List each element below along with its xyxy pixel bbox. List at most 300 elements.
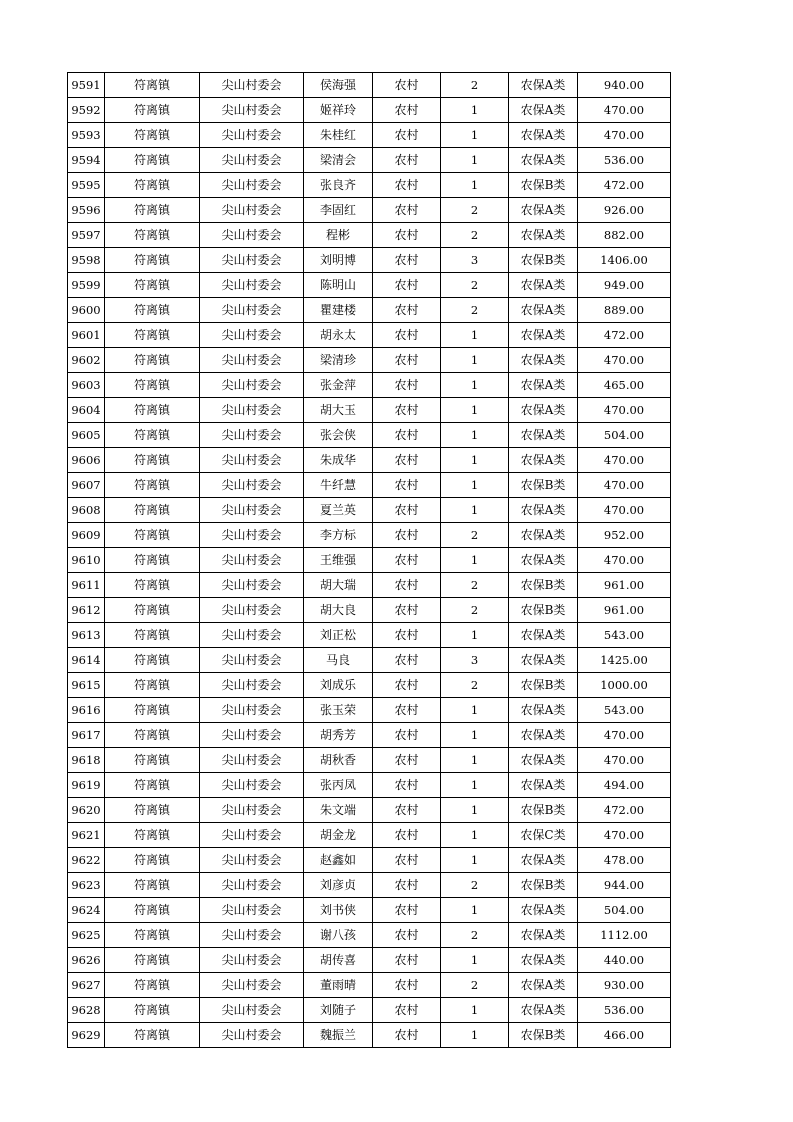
table-row (68, 773, 671, 798)
category-cell: 农保A类 (509, 373, 578, 398)
category-cell: 农保A类 (509, 548, 578, 573)
town-cell: 符离镇 (105, 698, 200, 723)
village-cell: 尖山村委会 (200, 923, 304, 948)
household-count-cell: 1 (441, 723, 509, 748)
town-cell: 符离镇 (105, 423, 200, 448)
name-cell: 夏兰英 (304, 498, 373, 523)
area-type-cell: 农村 (373, 748, 441, 773)
village-cell: 尖山村委会 (200, 298, 304, 323)
village-cell: 尖山村委会 (200, 498, 304, 523)
category-cell: 农保A类 (509, 98, 578, 123)
village-cell: 尖山村委会 (200, 748, 304, 773)
town-cell: 符离镇 (105, 673, 200, 698)
row-id-cell: 9592 (68, 98, 105, 123)
name-cell: 李方标 (304, 523, 373, 548)
village-cell: 尖山村委会 (200, 948, 304, 973)
table-row (68, 398, 671, 423)
area-type-cell: 农村 (373, 648, 441, 673)
village-cell: 尖山村委会 (200, 123, 304, 148)
table-row (68, 948, 671, 973)
name-cell: 王维强 (304, 548, 373, 573)
name-cell: 朱文端 (304, 798, 373, 823)
row-id-cell: 9602 (68, 348, 105, 373)
household-count-cell: 2 (441, 923, 509, 948)
category-cell: 农保B类 (509, 1023, 578, 1048)
name-cell: 梁清珍 (304, 348, 373, 373)
village-cell: 尖山村委会 (200, 348, 304, 373)
town-cell: 符离镇 (105, 773, 200, 798)
table-row (68, 273, 671, 298)
village-cell: 尖山村委会 (200, 148, 304, 173)
town-cell: 符离镇 (105, 1023, 200, 1048)
amount-cell: 472.00 (578, 173, 671, 198)
household-count-cell: 1 (441, 148, 509, 173)
area-type-cell: 农村 (373, 973, 441, 998)
table-row (68, 148, 671, 173)
village-cell: 尖山村委会 (200, 248, 304, 273)
amount-cell: 543.00 (578, 623, 671, 648)
category-cell: 农保B类 (509, 673, 578, 698)
name-cell: 陈明山 (304, 273, 373, 298)
village-cell: 尖山村委会 (200, 798, 304, 823)
area-type-cell: 农村 (373, 423, 441, 448)
village-cell: 尖山村委会 (200, 723, 304, 748)
amount-cell: 504.00 (578, 898, 671, 923)
household-count-cell: 1 (441, 773, 509, 798)
category-cell: 农保B类 (509, 173, 578, 198)
household-count-cell: 1 (441, 123, 509, 148)
area-type-cell: 农村 (373, 148, 441, 173)
name-cell: 朱成华 (304, 448, 373, 473)
amount-cell: 926.00 (578, 198, 671, 223)
village-cell: 尖山村委会 (200, 848, 304, 873)
name-cell: 张玉荣 (304, 698, 373, 723)
category-cell: 农保A类 (509, 398, 578, 423)
amount-cell: 1406.00 (578, 248, 671, 273)
household-count-cell: 1 (441, 948, 509, 973)
name-cell: 谢八孩 (304, 923, 373, 948)
name-cell: 胡大玉 (304, 398, 373, 423)
category-cell: 农保A类 (509, 148, 578, 173)
table-row (68, 573, 671, 598)
category-cell: 农保A类 (509, 748, 578, 773)
row-id-cell: 9622 (68, 848, 105, 873)
area-type-cell: 农村 (373, 248, 441, 273)
amount-cell: 470.00 (578, 448, 671, 473)
household-count-cell: 2 (441, 198, 509, 223)
table-row (68, 998, 671, 1023)
household-count-cell: 1 (441, 623, 509, 648)
name-cell: 梁清会 (304, 148, 373, 173)
amount-cell: 470.00 (578, 498, 671, 523)
name-cell: 胡大良 (304, 598, 373, 623)
table-row (68, 623, 671, 648)
village-cell: 尖山村委会 (200, 823, 304, 848)
household-count-cell: 1 (441, 848, 509, 873)
village-cell: 尖山村委会 (200, 1023, 304, 1048)
name-cell: 赵鑫如 (304, 848, 373, 873)
table-row (68, 1023, 671, 1048)
table-row (68, 473, 671, 498)
town-cell: 符离镇 (105, 273, 200, 298)
category-cell: 农保B类 (509, 798, 578, 823)
row-id-cell: 9615 (68, 673, 105, 698)
town-cell: 符离镇 (105, 398, 200, 423)
village-cell: 尖山村委会 (200, 73, 304, 98)
amount-cell: 472.00 (578, 798, 671, 823)
table-row (68, 823, 671, 848)
town-cell: 符离镇 (105, 748, 200, 773)
name-cell: 侯海强 (304, 73, 373, 98)
town-cell: 符离镇 (105, 723, 200, 748)
amount-cell: 470.00 (578, 123, 671, 148)
row-id-cell: 9614 (68, 648, 105, 673)
area-type-cell: 农村 (373, 673, 441, 698)
name-cell: 张金萍 (304, 373, 373, 398)
category-cell: 农保B类 (509, 598, 578, 623)
amount-cell: 536.00 (578, 998, 671, 1023)
area-type-cell: 农村 (373, 198, 441, 223)
row-id-cell: 9610 (68, 548, 105, 573)
area-type-cell: 农村 (373, 848, 441, 873)
town-cell: 符离镇 (105, 223, 200, 248)
household-count-cell: 2 (441, 598, 509, 623)
area-type-cell: 农村 (373, 948, 441, 973)
table-row (68, 298, 671, 323)
area-type-cell: 农村 (373, 473, 441, 498)
category-cell: 农保A类 (509, 523, 578, 548)
category-cell: 农保A类 (509, 973, 578, 998)
amount-cell: 504.00 (578, 423, 671, 448)
household-count-cell: 2 (441, 273, 509, 298)
area-type-cell: 农村 (373, 498, 441, 523)
village-cell: 尖山村委会 (200, 873, 304, 898)
category-cell: 农保A类 (509, 348, 578, 373)
village-cell: 尖山村委会 (200, 573, 304, 598)
area-type-cell: 农村 (373, 348, 441, 373)
row-id-cell: 9601 (68, 323, 105, 348)
amount-cell: 470.00 (578, 398, 671, 423)
village-cell: 尖山村委会 (200, 773, 304, 798)
area-type-cell: 农村 (373, 598, 441, 623)
amount-cell: 940.00 (578, 73, 671, 98)
table-row (68, 598, 671, 623)
town-cell: 符离镇 (105, 448, 200, 473)
household-count-cell: 1 (441, 98, 509, 123)
amount-cell: 470.00 (578, 723, 671, 748)
area-type-cell: 农村 (373, 898, 441, 923)
amount-cell: 1000.00 (578, 673, 671, 698)
table-row (68, 223, 671, 248)
row-id-cell: 9619 (68, 773, 105, 798)
amount-cell: 543.00 (578, 698, 671, 723)
name-cell: 刘明博 (304, 248, 373, 273)
household-count-cell: 1 (441, 348, 509, 373)
category-cell: 农保A类 (509, 223, 578, 248)
category-cell: 农保A类 (509, 723, 578, 748)
village-cell: 尖山村委会 (200, 973, 304, 998)
area-type-cell: 农村 (373, 548, 441, 573)
category-cell: 农保B类 (509, 248, 578, 273)
town-cell: 符离镇 (105, 598, 200, 623)
category-cell: 农保A类 (509, 998, 578, 1023)
amount-cell: 961.00 (578, 573, 671, 598)
amount-cell: 882.00 (578, 223, 671, 248)
area-type-cell: 农村 (373, 523, 441, 548)
village-cell: 尖山村委会 (200, 898, 304, 923)
household-count-cell: 1 (441, 173, 509, 198)
row-id-cell: 9607 (68, 473, 105, 498)
village-cell: 尖山村委会 (200, 448, 304, 473)
row-id-cell: 9624 (68, 898, 105, 923)
amount-cell: 944.00 (578, 873, 671, 898)
row-id-cell: 9594 (68, 148, 105, 173)
row-id-cell: 9608 (68, 498, 105, 523)
category-cell: 农保A类 (509, 73, 578, 98)
row-id-cell: 9600 (68, 298, 105, 323)
amount-cell: 949.00 (578, 273, 671, 298)
village-cell: 尖山村委会 (200, 548, 304, 573)
village-cell: 尖山村委会 (200, 523, 304, 548)
amount-cell: 889.00 (578, 298, 671, 323)
category-cell: 农保A类 (509, 848, 578, 873)
town-cell: 符离镇 (105, 573, 200, 598)
category-cell: 农保C类 (509, 823, 578, 848)
town-cell: 符离镇 (105, 298, 200, 323)
village-cell: 尖山村委会 (200, 198, 304, 223)
area-type-cell: 农村 (373, 698, 441, 723)
name-cell: 刘随子 (304, 998, 373, 1023)
row-id-cell: 9620 (68, 798, 105, 823)
town-cell: 符离镇 (105, 248, 200, 273)
town-cell: 符离镇 (105, 348, 200, 373)
category-cell: 农保B类 (509, 873, 578, 898)
table-row (68, 748, 671, 773)
name-cell: 胡金龙 (304, 823, 373, 848)
category-cell: 农保A类 (509, 623, 578, 648)
amount-cell: 470.00 (578, 98, 671, 123)
town-cell: 符离镇 (105, 98, 200, 123)
category-cell: 农保A类 (509, 123, 578, 148)
table-row (68, 798, 671, 823)
area-type-cell: 农村 (373, 173, 441, 198)
household-count-cell: 1 (441, 898, 509, 923)
town-cell: 符离镇 (105, 923, 200, 948)
amount-cell: 478.00 (578, 848, 671, 873)
category-cell: 农保A类 (509, 448, 578, 473)
household-count-cell: 1 (441, 423, 509, 448)
name-cell: 胡秀芳 (304, 723, 373, 748)
village-cell: 尖山村委会 (200, 998, 304, 1023)
table-row (68, 698, 671, 723)
name-cell: 董雨晴 (304, 973, 373, 998)
village-cell: 尖山村委会 (200, 648, 304, 673)
town-cell: 符离镇 (105, 148, 200, 173)
row-id-cell: 9609 (68, 523, 105, 548)
table-row (68, 973, 671, 998)
name-cell: 张丙凤 (304, 773, 373, 798)
amount-cell: 470.00 (578, 823, 671, 848)
row-id-cell: 9627 (68, 973, 105, 998)
row-id-cell: 9616 (68, 698, 105, 723)
data-table (67, 72, 671, 1048)
household-count-cell: 2 (441, 298, 509, 323)
category-cell: 农保A类 (509, 948, 578, 973)
household-count-cell: 1 (441, 373, 509, 398)
category-cell: 农保A类 (509, 273, 578, 298)
name-cell: 胡传喜 (304, 948, 373, 973)
village-cell: 尖山村委会 (200, 98, 304, 123)
village-cell: 尖山村委会 (200, 273, 304, 298)
category-cell: 农保A类 (509, 773, 578, 798)
table-row (68, 98, 671, 123)
household-count-cell: 1 (441, 798, 509, 823)
name-cell: 刘正松 (304, 623, 373, 648)
village-cell: 尖山村委会 (200, 423, 304, 448)
table-row (68, 248, 671, 273)
household-count-cell: 1 (441, 698, 509, 723)
area-type-cell: 农村 (373, 98, 441, 123)
amount-cell: 466.00 (578, 1023, 671, 1048)
table-row (68, 198, 671, 223)
row-id-cell: 9629 (68, 1023, 105, 1048)
area-type-cell: 农村 (373, 773, 441, 798)
town-cell: 符离镇 (105, 973, 200, 998)
table-row (68, 523, 671, 548)
amount-cell: 1112.00 (578, 923, 671, 948)
row-id-cell: 9621 (68, 823, 105, 848)
town-cell: 符离镇 (105, 198, 200, 223)
village-cell: 尖山村委会 (200, 373, 304, 398)
table-row (68, 323, 671, 348)
name-cell: 刘书侠 (304, 898, 373, 923)
name-cell: 胡秋香 (304, 748, 373, 773)
household-count-cell: 2 (441, 673, 509, 698)
household-count-cell: 1 (441, 498, 509, 523)
town-cell: 符离镇 (105, 648, 200, 673)
table-row (68, 848, 671, 873)
household-count-cell: 2 (441, 573, 509, 598)
area-type-cell: 农村 (373, 623, 441, 648)
table-row (68, 923, 671, 948)
area-type-cell: 农村 (373, 798, 441, 823)
area-type-cell: 农村 (373, 273, 441, 298)
category-cell: 农保A类 (509, 498, 578, 523)
household-count-cell: 1 (441, 548, 509, 573)
name-cell: 姬祥玲 (304, 98, 373, 123)
row-id-cell: 9617 (68, 723, 105, 748)
town-cell: 符离镇 (105, 898, 200, 923)
name-cell: 胡大瑞 (304, 573, 373, 598)
table-row (68, 373, 671, 398)
amount-cell: 494.00 (578, 773, 671, 798)
name-cell: 马良 (304, 648, 373, 673)
town-cell: 符离镇 (105, 948, 200, 973)
amount-cell: 472.00 (578, 323, 671, 348)
name-cell: 程彬 (304, 223, 373, 248)
household-count-cell: 1 (441, 748, 509, 773)
row-id-cell: 9598 (68, 248, 105, 273)
area-type-cell: 农村 (373, 573, 441, 598)
household-count-cell: 1 (441, 398, 509, 423)
area-type-cell: 农村 (373, 373, 441, 398)
household-count-cell: 1 (441, 448, 509, 473)
table-row (68, 548, 671, 573)
town-cell: 符离镇 (105, 523, 200, 548)
table-row (68, 723, 671, 748)
amount-cell: 930.00 (578, 973, 671, 998)
name-cell: 张良齐 (304, 173, 373, 198)
village-cell: 尖山村委会 (200, 473, 304, 498)
category-cell: 农保A类 (509, 648, 578, 673)
table-row (68, 423, 671, 448)
amount-cell: 536.00 (578, 148, 671, 173)
amount-cell: 465.00 (578, 373, 671, 398)
row-id-cell: 9591 (68, 73, 105, 98)
village-cell: 尖山村委会 (200, 323, 304, 348)
row-id-cell: 9606 (68, 448, 105, 473)
category-cell: 农保A类 (509, 923, 578, 948)
row-id-cell: 9599 (68, 273, 105, 298)
town-cell: 符离镇 (105, 798, 200, 823)
household-count-cell: 2 (441, 73, 509, 98)
area-type-cell: 农村 (373, 823, 441, 848)
area-type-cell: 农村 (373, 1023, 441, 1048)
amount-cell: 1425.00 (578, 648, 671, 673)
town-cell: 符离镇 (105, 548, 200, 573)
category-cell: 农保B类 (509, 573, 578, 598)
name-cell: 瞿建楼 (304, 298, 373, 323)
row-id-cell: 9605 (68, 423, 105, 448)
table-row (68, 898, 671, 923)
village-cell: 尖山村委会 (200, 598, 304, 623)
category-cell: 农保A类 (509, 698, 578, 723)
table-row (68, 673, 671, 698)
amount-cell: 470.00 (578, 548, 671, 573)
table-row (68, 348, 671, 373)
name-cell: 刘彦贞 (304, 873, 373, 898)
household-count-cell: 1 (441, 1023, 509, 1048)
row-id-cell: 9611 (68, 573, 105, 598)
table-row (68, 173, 671, 198)
household-count-cell: 2 (441, 223, 509, 248)
table-row (68, 873, 671, 898)
amount-cell: 470.00 (578, 348, 671, 373)
row-id-cell: 9613 (68, 623, 105, 648)
area-type-cell: 农村 (373, 923, 441, 948)
household-count-cell: 1 (441, 823, 509, 848)
area-type-cell: 农村 (373, 723, 441, 748)
area-type-cell: 农村 (373, 998, 441, 1023)
row-id-cell: 9612 (68, 598, 105, 623)
town-cell: 符离镇 (105, 873, 200, 898)
area-type-cell: 农村 (373, 323, 441, 348)
amount-cell: 470.00 (578, 473, 671, 498)
row-id-cell: 9618 (68, 748, 105, 773)
village-cell: 尖山村委会 (200, 173, 304, 198)
household-count-cell: 3 (441, 648, 509, 673)
town-cell: 符离镇 (105, 823, 200, 848)
household-count-cell: 2 (441, 973, 509, 998)
row-id-cell: 9595 (68, 173, 105, 198)
village-cell: 尖山村委会 (200, 223, 304, 248)
household-count-cell: 1 (441, 473, 509, 498)
category-cell: 农保A类 (509, 423, 578, 448)
household-count-cell: 2 (441, 523, 509, 548)
row-id-cell: 9596 (68, 198, 105, 223)
category-cell: 农保A类 (509, 298, 578, 323)
town-cell: 符离镇 (105, 998, 200, 1023)
